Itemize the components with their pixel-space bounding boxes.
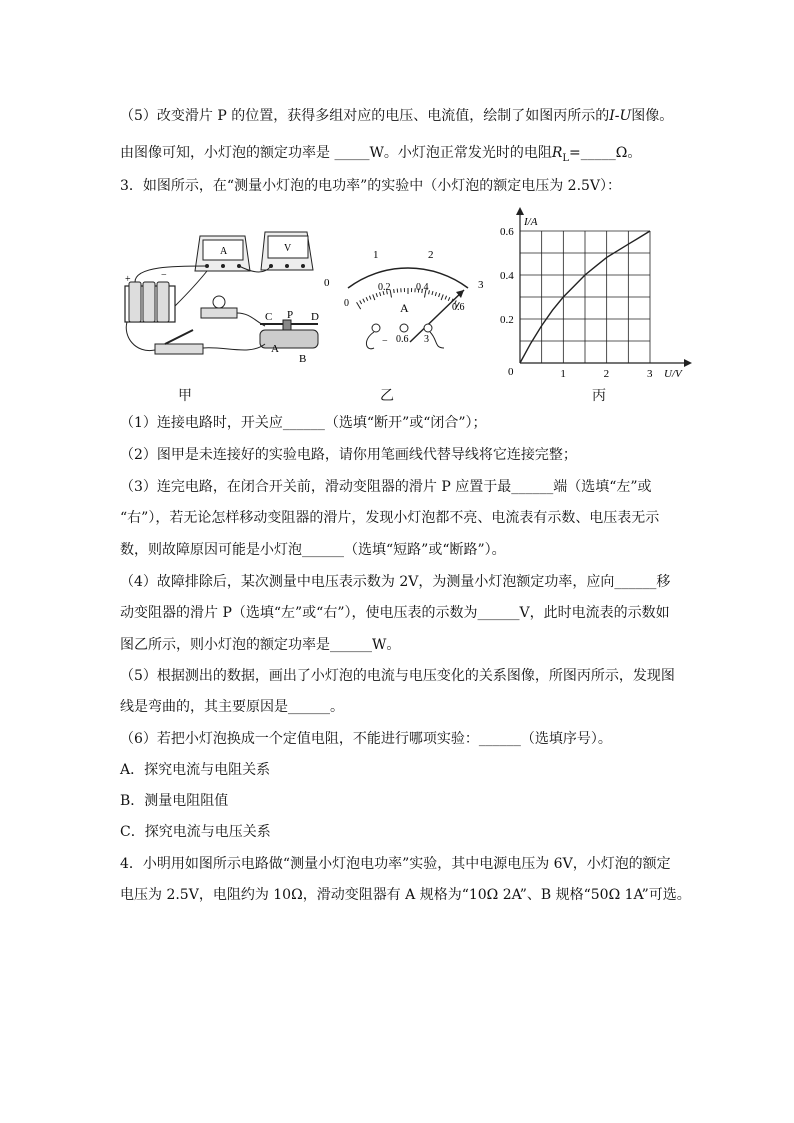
- terminal-neg-label: −: [382, 336, 388, 347]
- dial-tick: [429, 290, 430, 294]
- dial-tick: [432, 291, 433, 295]
- q3-option-a: A．探究电流与电阻关系: [120, 762, 271, 778]
- switch: [155, 330, 203, 354]
- q2-part5-text-b: 图像。: [631, 108, 674, 124]
- dial-inner-tick-2: 0.4: [416, 282, 429, 293]
- terminal-0-6: [400, 324, 408, 332]
- y-tick-label: 0.2: [500, 314, 514, 326]
- q3-part5-line2: 线是弯曲的，其主要原因是______。: [120, 699, 344, 715]
- ammeter-dial-figure-yi: [318, 240, 493, 355]
- battery-minus-label: −: [161, 270, 167, 281]
- x-tick-labels: [560, 368, 653, 380]
- y-tick-label: 0.6: [500, 226, 514, 238]
- rheostat-c-label: C: [265, 311, 273, 323]
- q4-line1: 4．小明用如图所示电路做“测量小灯泡电功率”实验，其中电源电压为 6V，小灯泡的额定: [120, 856, 671, 872]
- q3-part1: （1）连接电路时，开关应______（选填“断开”或“闭合”）；: [120, 415, 487, 431]
- origin-label: 0: [508, 366, 514, 378]
- dial-tick: [357, 302, 361, 309]
- dial-needle: [410, 290, 464, 342]
- y-tick-label: 0.4: [500, 270, 514, 282]
- dial-inner-tick-0: 0: [344, 298, 349, 309]
- q2-part5-line2: [120, 143, 641, 169]
- rheostat: [260, 309, 319, 365]
- y-axis-label: I/A: [524, 216, 538, 228]
- rheostat-a-label: A: [271, 343, 279, 355]
- q3-part6: （6）若把小灯泡换成一个定值电阻，不能进行哪项实验：______（选填序号）。: [120, 731, 612, 747]
- rheostat-p-label: P: [287, 309, 294, 321]
- voltmeter-label: V: [284, 243, 292, 254]
- dial-tick: [441, 294, 443, 300]
- dial-tick: [439, 293, 440, 297]
- lamp: [201, 296, 237, 318]
- q3-option-b: B．测量电阻阻值: [120, 793, 229, 809]
- dial-outer-tick-1: 1: [373, 249, 379, 261]
- figure-bing-caption: 丙: [592, 388, 606, 404]
- figure-yi-caption: 乙: [380, 388, 394, 404]
- x-tick-label: 3: [647, 368, 653, 380]
- q3-part3-line3: 数，则故障原因可能是小灯泡______（选填“短路”或“断路”）。: [120, 542, 506, 558]
- dial-outer-tick-3: 3: [478, 279, 484, 291]
- terminal-06-label: 0.6: [396, 334, 409, 345]
- dial-inner-tick-3: 0.6: [452, 302, 465, 313]
- x-tick-label: 1: [560, 368, 566, 380]
- dial-tick: [448, 297, 450, 301]
- q3-part2: （2）图甲是未连接好的实验电路，请你用笔画线代替导线将它连接完整；: [120, 447, 577, 463]
- iu-label: I-U: [609, 108, 632, 124]
- battery-pack: [125, 270, 175, 322]
- q3-intro: 3．如图所示，在“测量小灯泡的电功率”的实验中（小灯泡的额定电压为 2.5V）：: [120, 178, 622, 194]
- dial-tick: [369, 296, 371, 300]
- y-axis-arrow: [516, 207, 524, 215]
- dial-tick: [373, 294, 375, 300]
- dial-tick: [363, 299, 365, 303]
- q3-option-c: C．探究电流与电压关系: [120, 824, 271, 840]
- q3-part4-line3: 图乙所示，则小灯泡的额定功率是______W。: [120, 637, 401, 653]
- figure-jia-caption: 甲: [178, 388, 192, 404]
- iu-graph-figure-bing: [500, 205, 700, 385]
- graph-grid: [520, 231, 650, 363]
- dial-tick: [376, 293, 377, 297]
- terminal-negative: [372, 324, 380, 332]
- y-tick-labels: [500, 226, 514, 326]
- q3-part3-line2: “右”），若无论怎样移动变阻器的滑片，发现小灯泡都不亮、电流表有示数、电压表无示: [120, 510, 660, 526]
- circuit-figure-jia: [115, 226, 330, 374]
- dial-outer-tick-0: 0: [324, 277, 330, 289]
- dial-tick: [445, 296, 447, 300]
- dial-tick: [394, 289, 395, 293]
- dial-inner-tick-1: 0.2: [378, 282, 391, 293]
- q3-part3-line1: （3）连完电路，在闭合开关前，滑动变阻器的滑片 P 应置于最______端（选填“左”或: [120, 479, 652, 495]
- q2-part5-text-a: （5）改变滑片 P 的位置，获得多组对应的电压、电流值，绘制了如图丙所示的: [120, 108, 610, 124]
- ammeter-label: A: [220, 246, 228, 257]
- dial-outer-tick-2: 2: [428, 249, 434, 261]
- x-axis-arrow: [684, 359, 692, 367]
- q3-part5-line1: （5）根据测出的数据，画出了小灯泡的电流与电压变化的关系图像，所图丙所示，发现图: [120, 668, 675, 684]
- rheostat-b-label: B: [299, 353, 307, 365]
- rl-symbol: R: [551, 145, 563, 161]
- dial-tick: [435, 292, 436, 296]
- voltmeter: [261, 232, 313, 270]
- q2-part5-line1: [120, 106, 673, 126]
- q2-part5-text-c: 由图像可知，小灯泡的额定功率是 _____W。小灯泡正常发光时的电阻: [120, 145, 552, 161]
- x-tick-label: 2: [603, 368, 610, 380]
- dial-unit: A: [400, 301, 409, 315]
- terminal-3-label: 3: [424, 334, 429, 345]
- rl-subscript: L: [562, 152, 570, 164]
- q2-part5-text-d: =_____Ω。: [569, 145, 642, 161]
- q3-part4-line1: （4）故障排除后，某次测量中电压表示数为 2V，为测量小灯泡额定功率，应向______移: [120, 574, 671, 590]
- dial-tick: [360, 300, 362, 304]
- terminal-3: [424, 324, 432, 332]
- battery-plus-label: +: [125, 274, 131, 285]
- rheostat-d-label: D: [311, 311, 319, 323]
- q4-line2: 电压为 2.5V，电阻约为 10Ω，滑动变阻器有 A 规格为“10Ω 2A”、B 规格“50Ω 1A”可选。: [120, 887, 691, 903]
- q3-part4-line2: 动变阻器的滑片 P（选填“左”或“右”），使电压表的示数为______V，此时电流表的示数如: [120, 605, 670, 621]
- dial-tick: [366, 297, 368, 301]
- x-axis-label: U/V: [664, 368, 682, 380]
